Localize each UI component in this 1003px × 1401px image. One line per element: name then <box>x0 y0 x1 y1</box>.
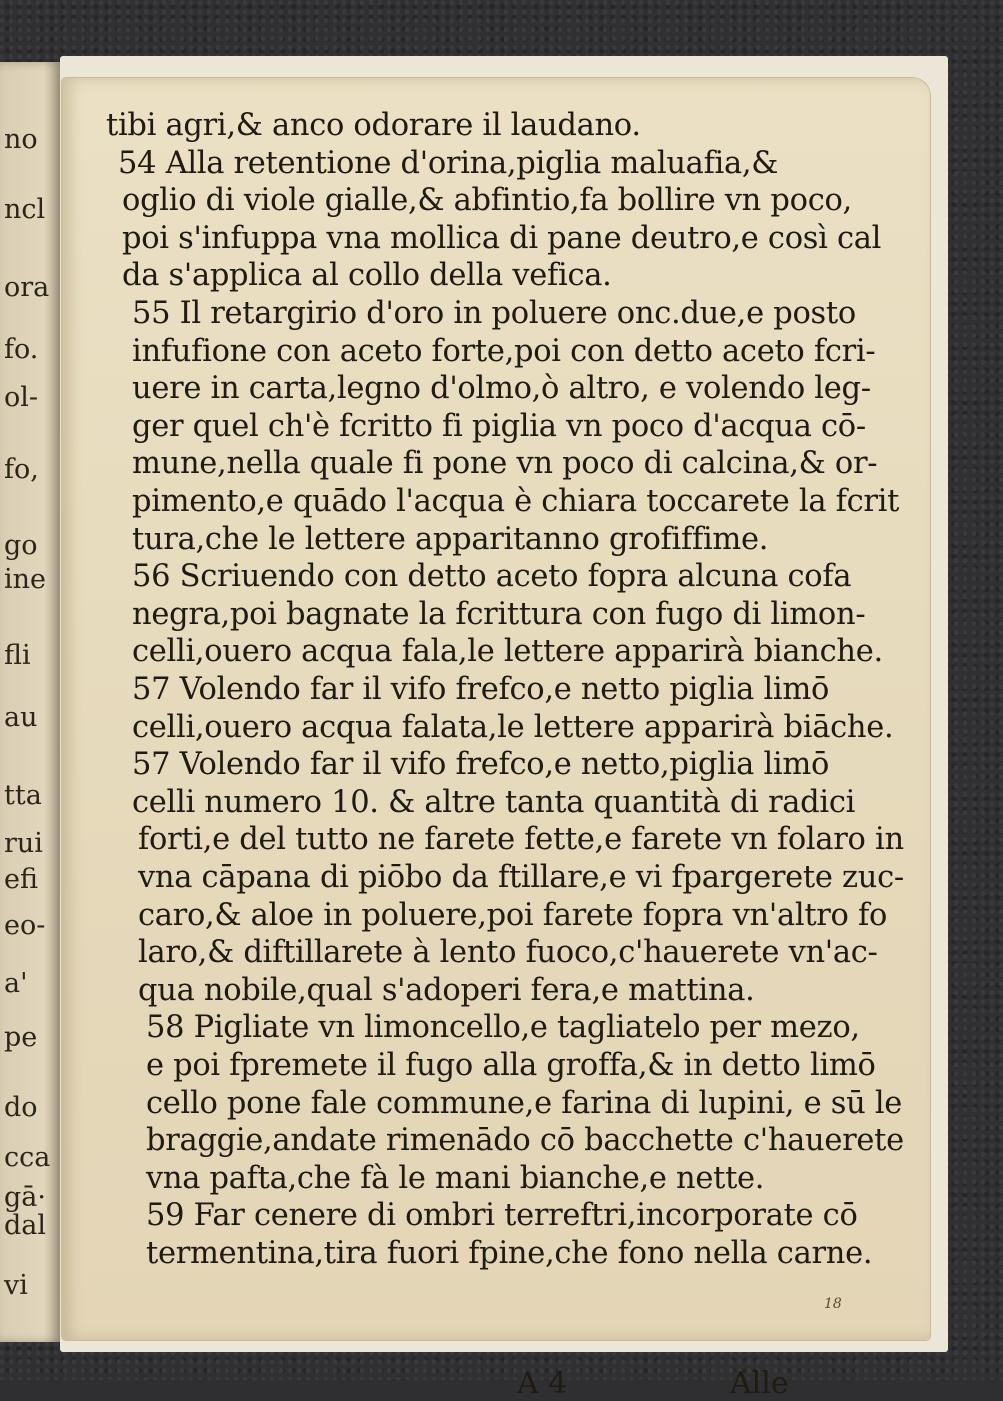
text-line: forti,e del tutto ne farete fette,e farete vn folaro in <box>138 822 904 857</box>
left-page-fragment: rui <box>4 828 43 859</box>
text-line: e poi fpremete il fugo alla groffa,& in detto limō <box>146 1048 876 1083</box>
text-line: uere in carta,legno d'olmo,ò altro, e volendo leg- <box>132 371 871 406</box>
text-line: infufione con aceto forte,poi con detto aceto fcri- <box>132 334 876 369</box>
left-page-fragment: ora <box>4 272 50 303</box>
left-page-fragment: do <box>4 1092 38 1123</box>
text-line: 56 Scriuendo con detto aceto fopra alcuna cofa <box>132 559 852 594</box>
text-line: celli,ouero acqua fala,le lettere apparirà bianche. <box>132 634 883 669</box>
text-line: termentina,tira fuori fpine,che fono nella carne. <box>146 1236 873 1271</box>
signature-mark: A 4 <box>517 1366 568 1401</box>
text-line: 57 Volendo far il vifo frefco,e netto,piglia limō <box>132 747 830 782</box>
catchword: Alle <box>730 1366 789 1401</box>
text-line: 58 Pigliate vn limoncello,e tagliatelo per mezo, <box>146 1010 860 1045</box>
left-page-fragment: au <box>4 702 38 733</box>
text-line: qua nobile,qual s'adoperi fera,e mattina. <box>138 973 755 1008</box>
left-page-fragment: ine <box>4 564 47 595</box>
left-page-fragment: go <box>4 530 38 561</box>
text-line: 54 Alla retentione d'orina,piglia maluafia,& <box>118 146 779 181</box>
left-page-edge <box>0 62 62 1342</box>
left-page-fragment: dal <box>4 1210 47 1241</box>
text-line: ger quel ch'è fcritto fi piglia vn poco d'acqua cō- <box>132 409 866 444</box>
text-line: cello pone fale commune,e farina di lupini, e sū le <box>146 1086 903 1121</box>
text-line: da s'applica al collo della vefica. <box>122 258 612 293</box>
left-page-fragment: vi <box>4 1270 28 1301</box>
book-page <box>62 78 930 1401</box>
left-page-fragment: eo- <box>4 910 46 941</box>
left-page-fragment: pe <box>4 1022 38 1053</box>
left-page-fragment: ol- <box>4 382 39 413</box>
text-line: celli,ouero acqua falata,le lettere apparirà biāche. <box>132 710 894 745</box>
text-line: celli numero 10. & altre tanta quantità di radici <box>132 785 856 820</box>
text-line: 55 Il retargirio d'oro in poluere onc.due,e posto <box>132 296 856 331</box>
left-page-fragment: gā· <box>4 1182 46 1213</box>
text-line: tura,che le lettere apparitanno grofiffime. <box>132 522 769 557</box>
left-page-fragment: tta <box>4 780 42 811</box>
text-line: laro,& diftillarete à lento fuoco,c'hauerete vn'ac- <box>138 935 878 970</box>
text-line: braggie,andate rimenādo cō bacchette c'hauerete <box>146 1123 904 1158</box>
left-page-fragment: fo, <box>4 454 39 485</box>
text-line: vna pafta,che fà le mani bianche,e nette. <box>146 1161 765 1196</box>
left-page-fragment: fo. <box>4 334 39 365</box>
left-page-fragment: no <box>4 124 38 155</box>
text-line: oglio di viole gialle,& abfintio,fa bollire vn poco, <box>122 183 852 218</box>
left-page-fragment: ncl <box>4 194 46 225</box>
text-line: negra,poi bagnate la fcrittura con fugo di limon- <box>132 597 866 632</box>
text-line: 59 Far cenere di ombri terreftri,incorporate cō <box>146 1198 858 1233</box>
text-line: mune,nella quale fi pone vn poco di calcina,& or- <box>132 446 878 481</box>
left-page-fragment: cca <box>4 1142 51 1173</box>
left-page-fragment: efi <box>4 864 38 895</box>
left-page-fragment: fli <box>4 640 31 671</box>
text-line: 57 Volendo far il vifo frefco,e netto piglia limō <box>132 672 830 707</box>
text-line: vna cāpana di piōbo da ftillare,e vi fpargerete zuc- <box>138 860 904 895</box>
text-line: tibi agri,& anco odorare il laudano. <box>106 108 641 143</box>
text-line: pimento,e quādo l'acqua è chiara toccarete la fcrit <box>132 484 900 519</box>
text-line: caro,& aloe in poluere,poi farete fopra vn'altro fo <box>138 898 888 933</box>
text-line: poi s'infuppa vna mollica di pane deutro,e così cal <box>122 221 882 256</box>
corner-mark: 18 <box>824 1296 842 1312</box>
left-page-fragment: a' <box>4 968 28 999</box>
